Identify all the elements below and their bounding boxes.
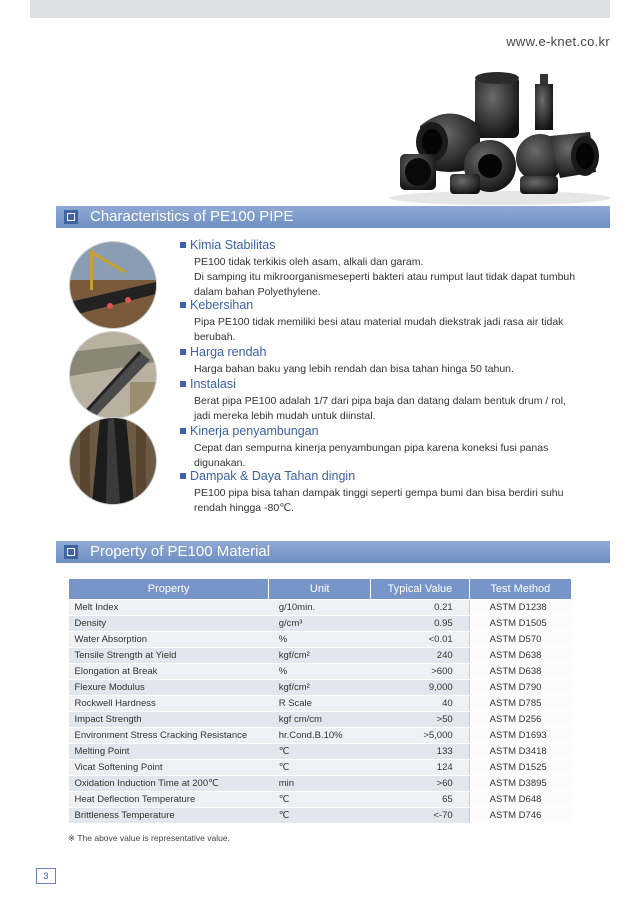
method-cell: ASTM D648: [469, 792, 571, 808]
value-cell: >5,000: [371, 728, 469, 744]
section-square-icon: [64, 210, 78, 224]
section-header-characteristics: [56, 206, 610, 228]
table-note: ※ The above value is representative value.: [68, 833, 230, 843]
page-number: 3: [36, 868, 56, 884]
unit-cell: g/cm³: [269, 616, 371, 632]
unit-cell: ℃: [269, 760, 371, 776]
value-cell: 0.21: [371, 600, 469, 616]
value-cell: >50: [371, 712, 469, 728]
property-cell: Brittleness Temperature: [69, 808, 269, 824]
feature-text: PE100 pipa bisa tahan dampak tinggi seperti gempa bumi dan bisa berdiri suhu rendah hingga -80℃.: [194, 487, 564, 514]
value-cell: >600: [371, 664, 469, 680]
unit-cell: ℃: [269, 808, 371, 824]
table-row: [69, 808, 572, 824]
method-cell: ASTM D570: [469, 632, 571, 648]
column-header: Test Method: [469, 579, 571, 600]
property-cell: Melt Index: [69, 600, 269, 616]
unit-cell: R Scale: [269, 696, 371, 712]
table-body: [69, 600, 572, 824]
feature-kimia-stabilitas: [180, 238, 580, 300]
unit-cell: g/10min.: [269, 600, 371, 616]
unit-cell: hr.Cond.B.10%: [269, 728, 371, 744]
website-url[interactable]: www.e-knet.co.kr: [506, 34, 610, 49]
method-cell: ASTM D790: [469, 680, 571, 696]
method-cell: ASTM D1505: [469, 616, 571, 632]
property-cell: Impact Strength: [69, 712, 269, 728]
feature-harga-rendah: [180, 345, 580, 377]
value-cell: 65: [371, 792, 469, 808]
feature-title: Kebersihan: [180, 298, 580, 313]
table-row: [69, 728, 572, 744]
feature-title: Dampak & Daya Tahan dingin: [180, 469, 580, 484]
feature-text: Di samping itu mikroorganismeseperti bakteri atau rumput laut tidak dapat tumbuh dalam bahan Polyethylene.: [194, 271, 576, 298]
feature-dampak-daya-tahan: [180, 469, 580, 516]
method-cell: ASTM D256: [469, 712, 571, 728]
feature-text: Harga bahan baku yang lebih rendah dan bisa tahan hinga 50 tahun.: [194, 363, 514, 375]
feature-instalasi: [180, 377, 580, 424]
table-row: [69, 648, 572, 664]
feature-title: Kimia Stabilitas: [180, 238, 580, 253]
unit-cell: kgf cm/cm: [269, 712, 371, 728]
feature-title: Harga rendah: [180, 345, 580, 360]
photo-pipe-installation-1: [70, 242, 156, 328]
feature-kinerja-penyambungan: [180, 424, 580, 471]
property-cell: Rockwell Hardness: [69, 696, 269, 712]
column-header: Unit: [269, 579, 371, 600]
value-cell: 0.95: [371, 616, 469, 632]
feature-title: Instalasi: [180, 377, 580, 392]
method-cell: ASTM D3895: [469, 776, 571, 792]
table-row: [69, 744, 572, 760]
section-title: Property of PE100 Material: [90, 543, 271, 560]
method-cell: ASTM D1238: [469, 600, 571, 616]
section-header-property: [56, 541, 610, 563]
feature-kebersihan: [180, 298, 580, 345]
table-row: [69, 616, 572, 632]
feature-text: Cepat dan sempurna kinerja penyambungan pipa karena koneksi fusi panas digunakan.: [194, 442, 549, 469]
value-cell: 133: [371, 744, 469, 760]
table-row: [69, 632, 572, 648]
pipe-fittings-image: [380, 66, 612, 206]
table-row: [69, 792, 572, 808]
method-cell: ASTM D1525: [469, 760, 571, 776]
value-cell: >60: [371, 776, 469, 792]
value-cell: 240: [371, 648, 469, 664]
unit-cell: ℃: [269, 792, 371, 808]
table-row: [69, 680, 572, 696]
column-header: Property: [69, 579, 269, 600]
feature-text: Pipa PE100 tidak memiliki besi atau material mudah diekstrak jadi rasa air tidak berubah.: [194, 316, 564, 343]
method-cell: ASTM D638: [469, 648, 571, 664]
method-cell: ASTM D3418: [469, 744, 571, 760]
value-cell: 124: [371, 760, 469, 776]
method-cell: ASTM D638: [469, 664, 571, 680]
photo-pipe-installation-2: [70, 332, 156, 418]
property-cell: Melting Point: [69, 744, 269, 760]
feature-text: Berat pipa PE100 adalah 1/7 dari pipa baja dan datang dalam bentuk drum / rol, jadi mereka lebih mudah untuk diinstal.: [194, 395, 566, 422]
unit-cell: %: [269, 632, 371, 648]
table-row: [69, 664, 572, 680]
property-cell: Tensile Strength at Yield: [69, 648, 269, 664]
table-row: [69, 760, 572, 776]
feature-text: PE100 tidak terkikis oleh asam, alkali dan garam.: [194, 256, 424, 268]
unit-cell: kgf/cm²: [269, 648, 371, 664]
value-cell: 40: [371, 696, 469, 712]
property-cell: Flexure Modulus: [69, 680, 269, 696]
value-cell: 9,000: [371, 680, 469, 696]
property-cell: Oxidation Induction Time at 200℃: [69, 776, 269, 792]
property-cell: Density: [69, 616, 269, 632]
table-row: [69, 600, 572, 616]
section-square-icon: [64, 545, 78, 559]
property-cell: Water Absorption: [69, 632, 269, 648]
unit-cell: kgf/cm²: [269, 680, 371, 696]
property-cell: Vicat Softening Point: [69, 760, 269, 776]
table-row: [69, 712, 572, 728]
table-row: [69, 696, 572, 712]
feature-title: Kinerja penyambungan: [180, 424, 580, 439]
method-cell: ASTM D746: [469, 808, 571, 824]
section-title: Characteristics of PE100 PIPE: [90, 208, 294, 225]
unit-cell: %: [269, 664, 371, 680]
method-cell: ASTM D785: [469, 696, 571, 712]
property-cell: Elongation at Break: [69, 664, 269, 680]
property-cell: Environment Stress Cracking Resistance: [69, 728, 269, 744]
value-cell: <0.01: [371, 632, 469, 648]
unit-cell: ℃: [269, 744, 371, 760]
photo-pipe-installation-3: [70, 418, 156, 504]
table-row: [69, 776, 572, 792]
column-header: Typical Value: [371, 579, 469, 600]
method-cell: ASTM D1693: [469, 728, 571, 744]
value-cell: <-70: [371, 808, 469, 824]
property-cell: Heat Deflection Temperature: [69, 792, 269, 808]
table-header-row: [69, 579, 572, 600]
top-band: [30, 0, 610, 18]
property-table: [68, 578, 572, 824]
unit-cell: min: [269, 776, 371, 792]
